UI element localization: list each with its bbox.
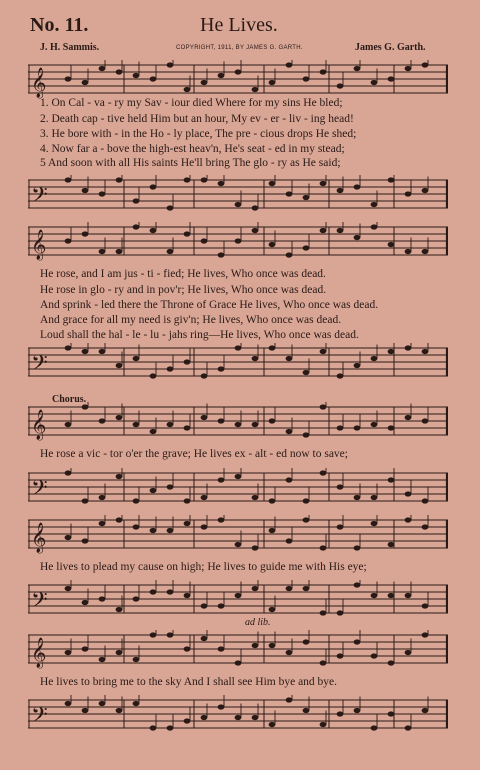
staff-lines — [28, 695, 448, 735]
staff-system-3-bass — [28, 468, 448, 508]
staff-lines — [28, 468, 448, 508]
staff-lines — [28, 630, 448, 670]
svg-text:𝄢: 𝄢 — [31, 476, 48, 506]
composer: James G. Garth. — [355, 42, 426, 53]
hymn-number: No. 11. — [30, 14, 89, 36]
hymn-title: He Lives. — [200, 14, 278, 36]
staff-lines — [28, 222, 448, 262]
svg-text:𝄢: 𝄢 — [31, 703, 48, 733]
staff-lines — [28, 60, 448, 100]
verse-3-line-2: And sprink - led there the Throne of Grace He lives, Who once was dead. — [40, 299, 379, 311]
svg-text:𝄞: 𝄞 — [31, 523, 47, 553]
chorus-line-2: He lives to plead my cause on high; He lives to guide me with His eye; — [40, 561, 367, 573]
copyright-notice: COPYRIGHT, 1911, BY JAMES G. GARTH. — [176, 45, 303, 51]
staff-system-3-treble — [28, 402, 448, 442]
staff-system-5-bass — [28, 695, 448, 735]
verse-3-line-1: 3. He bore with - in the Ho - ly place, The pre - cious drops He shed; — [40, 128, 357, 140]
staff-lines — [28, 515, 448, 555]
staff-system-5-treble — [28, 630, 448, 670]
svg-text:𝄞: 𝄞 — [31, 68, 47, 98]
verse-1-line-2: He rose, and I am jus - ti - fied; He lives, Who once was dead. — [40, 268, 326, 280]
staff-system-1-treble — [28, 60, 448, 100]
svg-text:𝄢: 𝄢 — [31, 351, 48, 381]
chorus-line-1: He rose a vic - tor o'er the grave; He lives ex - alt - ed now to save; — [40, 448, 348, 460]
verse-4-line-2: And grace for all my need is giv'n; He lives, Who once was dead. — [40, 314, 342, 326]
ad-lib-marking: ad lib. — [245, 617, 271, 628]
verse-5-line-2: Loud shall the hal - le - lu - jahs ring—He lives, Who once was dead. — [40, 329, 359, 341]
staff-system-2-treble — [28, 222, 448, 262]
chorus-label: Chorus. — [52, 394, 87, 405]
verse-2-line-2: He rose in glo - ry and in pov'r; He lives, Who once was dead. — [40, 284, 327, 296]
staff-lines — [28, 175, 448, 215]
svg-text:𝄢: 𝄢 — [31, 588, 48, 618]
svg-text:𝄞: 𝄞 — [31, 410, 47, 440]
svg-text:𝄞: 𝄞 — [31, 230, 47, 260]
lyricist: J. H. Sammis. — [40, 42, 100, 53]
staff-lines — [28, 580, 448, 620]
chorus-line-3: He lives to bring me to the sky And I shall see Him bye and bye. — [40, 676, 338, 688]
verse-4-line-1: 4. Now far a - bove the high-est heav'n, He's seat - ed in my stead; — [40, 143, 345, 155]
hymn-header — [0, 0, 480, 60]
staff-system-1-bass — [28, 175, 448, 215]
svg-text:𝄢: 𝄢 — [31, 183, 48, 213]
staff-system-4-bass — [28, 580, 448, 620]
staff-lines — [28, 343, 448, 383]
verse-1-line-1: 1. On Cal - va - ry my Sav - iour died Where for my sins He bled; — [40, 97, 343, 109]
staff-system-4-treble — [28, 515, 448, 555]
verse-5-line-1: 5 And soon with all His saints He'll bring The glo - ry as He said; — [40, 157, 341, 169]
staff-lines — [28, 402, 448, 442]
verse-2-line-1: 2. Death cap - tive held Him but an hour, My ev - er - liv - ing head! — [40, 113, 354, 125]
svg-text:𝄞: 𝄞 — [31, 638, 47, 668]
staff-system-2-bass — [28, 343, 448, 383]
